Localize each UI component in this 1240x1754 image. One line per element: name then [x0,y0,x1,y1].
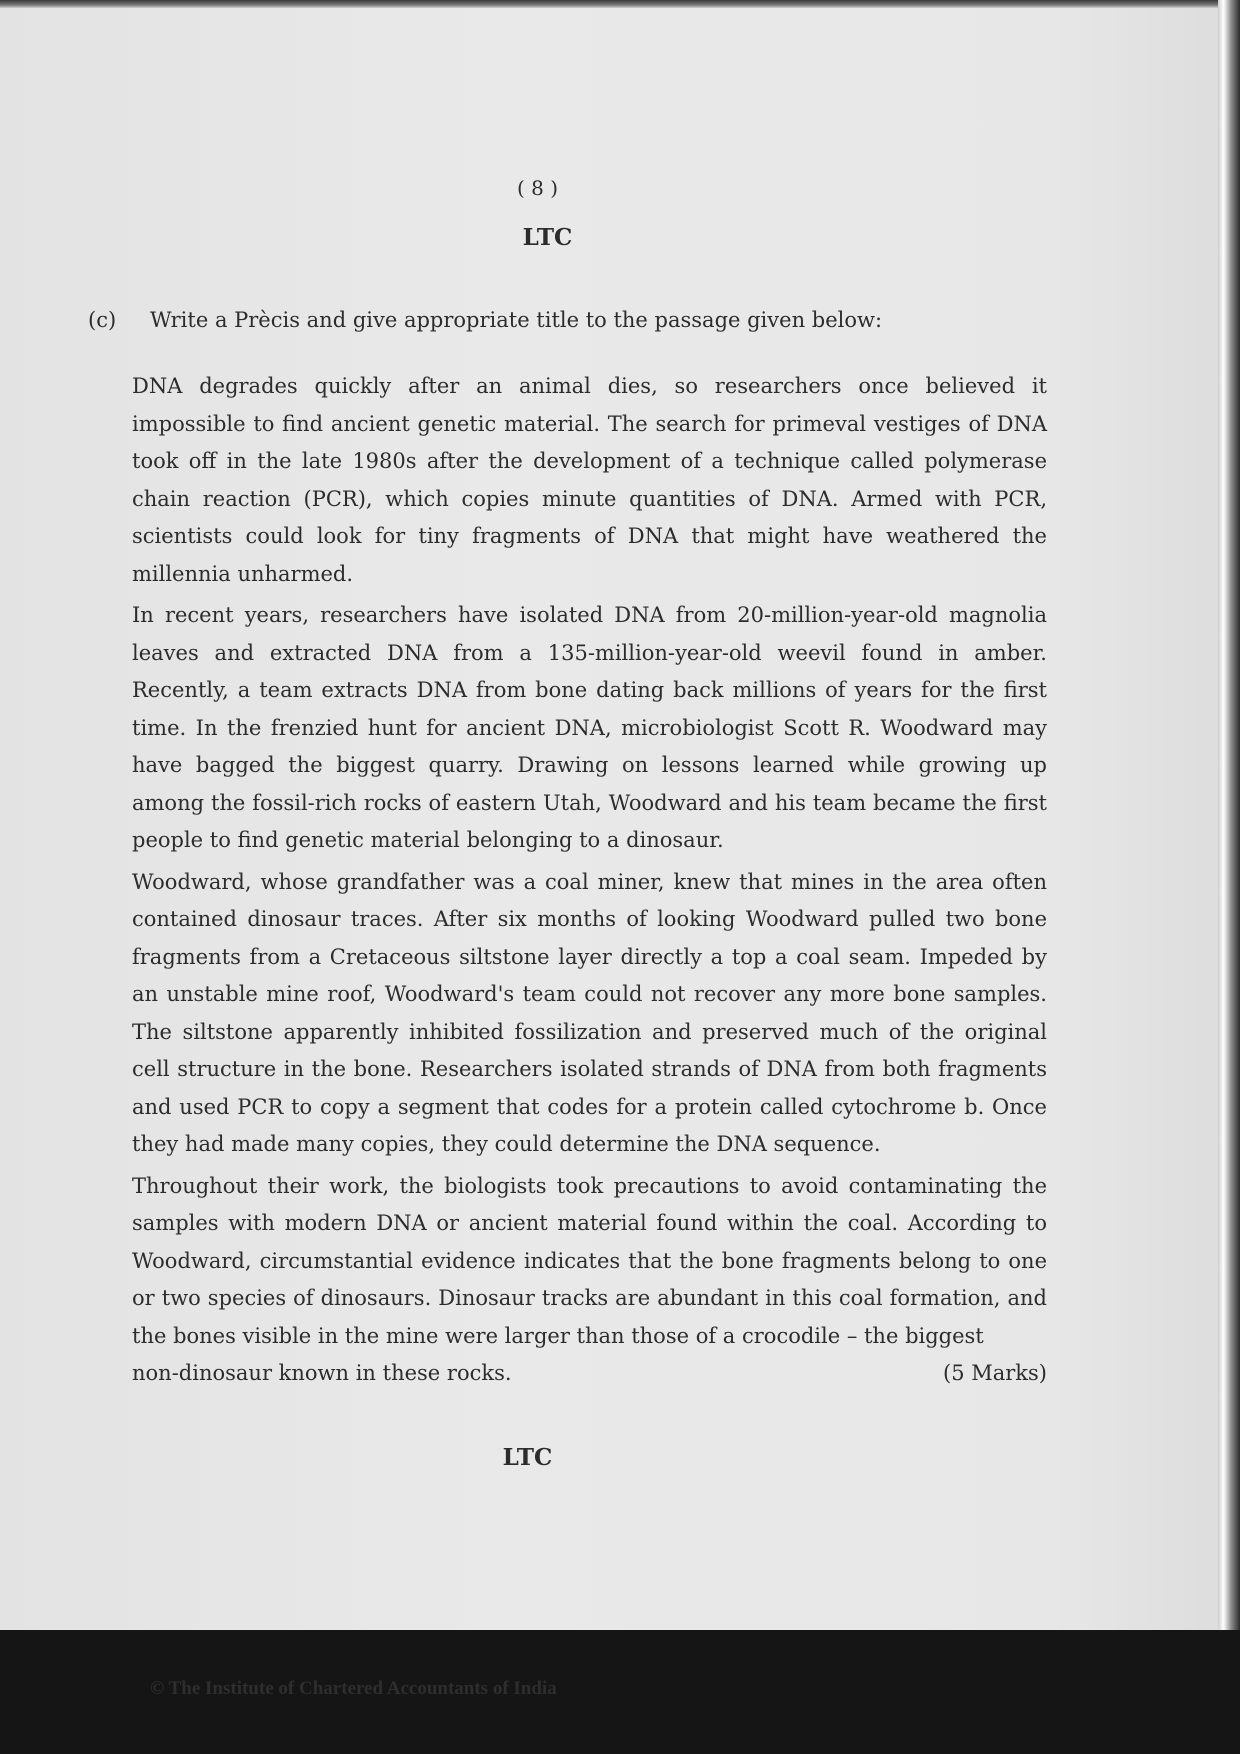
question-label: (c) [88,308,117,332]
scan-top-edge [0,0,1240,8]
passage-paragraph-3: Woodward, whose grandfather was a coal miner, knew that mines in the area often contained dinosaur traces. After six months of looking Woodward pulled two bone fragments from a Cretaceous siltstone layer directly a top a coal seam. Impeded by an unstable mine roof, Woodward's team could not recover any more bone samples. The siltstone apparently inhibited fossilization and preserved much of the original cell structure in the bone. Researchers isolated strands of DNA from both fragments and used PCR to copy a segment that codes for a protein called cytochrome b. Once they had made many copies, they could determine the DNA sequence. [132,869,1047,1156]
passage-paragraph-1: DNA degrades quickly after an animal dies, so researchers once believed it impossible to find ancient genetic material. The search for primeval vestiges of DNA took off in the late 1980s after the development of a technique called polymerase chain reaction (PCR), which copies minute quantities of DNA. Armed with PCR, scientists could look for tiny fragments of DNA that might have weathered the millennia unharmed. [132,374,1047,586]
question-instruction: Write a Prècis and give appropriate title to the passage given below: [150,308,883,332]
passage-paragraph-2: In recent years, researchers have isolated DNA from 20-million-year-old magnolia leaves and extracted DNA from a 135-million-year-old weevil found in amber. Recently, a team extracts DNA from bone dating back millions of years for the first time. In the frenzied hunt for ancient DNA, microbiologist Scott R. Woodward may have bagged the biggest quarry. Drawing on lessons learned while growing up among the fossil-rich rocks of eastern Utah, Woodward and his team became the first people to find genetic material belonging to a dinosaur. [132,603,1047,852]
header-ltc: LTC [522,224,573,251]
page-number: ( 8 ) [516,176,559,200]
passage-closing-text: non-dinosaur known in these rocks. [132,1361,512,1385]
marks-label: (5 Marks) [943,1361,1047,1385]
passage-last-line [132,1355,1047,1393]
passage [132,368,1047,1393]
copyright-footer: © The Institute of Chartered Accountants of India [150,1678,557,1699]
footer-ltc: LTC [502,1444,553,1471]
scan-right-edge [1218,0,1240,1630]
passage-paragraph-4: Throughout their work, the biologists took precautions to avoid contaminating the samples with modern DNA or ancient material found within the coal. According to Woodward, circumstantial evidence indicates that the bone fragments belong to one or two species of dinosaurs. Dinosaur tracks are abundant in this coal formation, and the bones visible in the mine were larger than those of a crocodile – the biggest [132,1173,1047,1348]
